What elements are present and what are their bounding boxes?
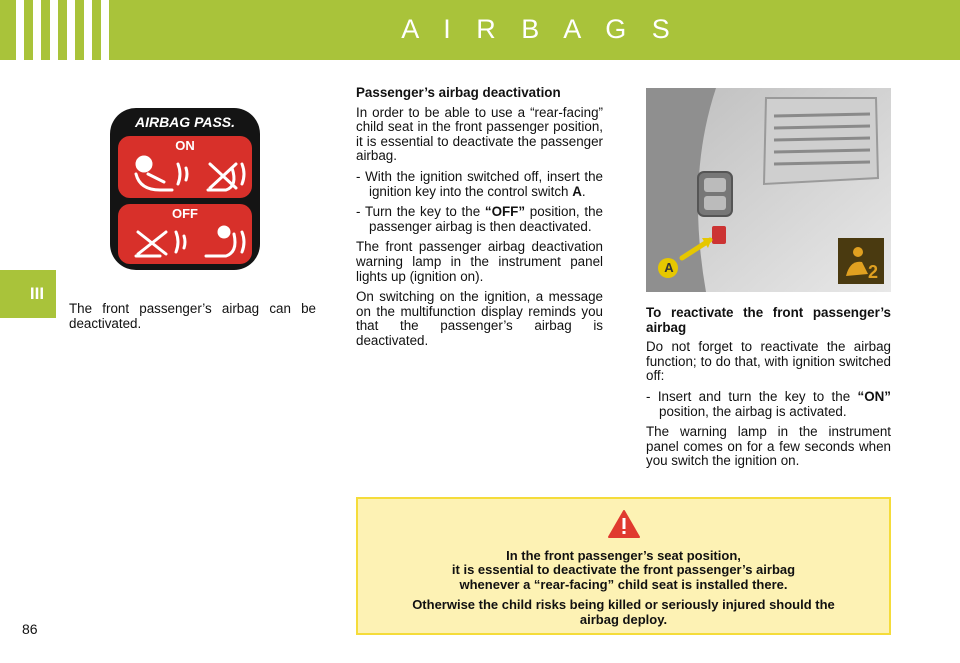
panel-label: AIRBAG PASS. bbox=[134, 114, 236, 130]
reactivation-section bbox=[646, 306, 891, 475]
step-2-pre: - Turn the key to the bbox=[356, 204, 485, 220]
warning-box bbox=[356, 497, 891, 635]
header-stripe bbox=[67, 0, 75, 60]
chapter-tab: III bbox=[0, 270, 56, 318]
on-position-ref: “ON” bbox=[857, 388, 891, 404]
warning-block-1 bbox=[398, 549, 849, 593]
header-stripe bbox=[50, 0, 58, 60]
warning-line-4: Otherwise the child risks being killed or seriously injured should the airbag deploy. bbox=[412, 597, 835, 627]
header-stripe bbox=[84, 0, 92, 60]
header-stripe bbox=[33, 0, 41, 60]
off-position-ref: “OFF” bbox=[484, 204, 526, 220]
deactivation-heading: Passenger’s airbag deactivation bbox=[356, 85, 561, 100]
header-stripe bbox=[16, 0, 24, 60]
reactivation-step-text bbox=[646, 390, 891, 419]
reactivation-para-2: The warning lamp in the instrument panel comes on for a few seconds when you switch the ignition on. bbox=[646, 424, 891, 469]
deactivation-section bbox=[356, 86, 603, 355]
reactivation-step bbox=[646, 390, 891, 419]
child-seat-icon bbox=[126, 218, 252, 262]
deactivation-intro: In order to be able to use a “rear-facing” child seat in the front passenger position, it is essential to deactivate the passenger airbag. bbox=[356, 104, 603, 164]
caption-text: The front passenger’s airbag can be deactivated. bbox=[69, 301, 316, 331]
step-2-post: position, the passenger airbag is then deactivated. bbox=[369, 204, 603, 234]
reactivation-step-pre: - Insert and turn the key to the bbox=[646, 388, 858, 404]
page-number: 86 bbox=[22, 621, 38, 637]
panel-off-section bbox=[118, 204, 252, 264]
warning-triangle-icon bbox=[607, 509, 641, 539]
panel-on-section bbox=[118, 136, 252, 198]
page-title: A I R B A G S bbox=[401, 14, 679, 44]
deactivation-step-2 bbox=[356, 205, 603, 234]
reactivation-intro: Do not forget to reactivate the airbag function; to do that, with ignition switched off: bbox=[646, 339, 891, 384]
step-1-body: - With the ignition switched off, insert the ignition key into the control switch bbox=[356, 168, 603, 199]
step-1-text bbox=[356, 170, 603, 199]
warning-line-2: it is essential to deactivate the front passenger’s airbag bbox=[451, 562, 796, 577]
child-seat-icon bbox=[126, 150, 252, 196]
step-2-text bbox=[356, 205, 603, 234]
header-bar bbox=[0, 0, 960, 60]
airbag-switch-panel bbox=[110, 108, 260, 270]
warning-line-3: whenever a “rear-facing” child seat is installed there. bbox=[459, 576, 788, 592]
svg-text:2: 2 bbox=[868, 262, 879, 282]
deactivation-para-2: The front passenger airbag deactivation warning lamp in the instrument panel lights up (ignition on). bbox=[356, 239, 603, 284]
control-switch-ref: A bbox=[572, 183, 582, 199]
reactivation-heading: To reactivate the front passenger’s airbag bbox=[646, 305, 891, 335]
warning-line-1: In the front passenger’s seat position, bbox=[506, 547, 741, 563]
reactivation-step-post: position, the airbag is activated. bbox=[659, 403, 847, 419]
off-label: OFF bbox=[172, 206, 198, 221]
step-1-end: . bbox=[581, 183, 586, 199]
deactivation-para-3: On switching on the ignition, a message on the multifunction display reminds you that the passenger’s airbag is deactivated. bbox=[356, 289, 603, 348]
dashboard-illustration bbox=[646, 88, 891, 292]
header-stripe bbox=[101, 0, 109, 60]
switch-a-marker: A bbox=[664, 260, 674, 275]
deactivation-step-1 bbox=[356, 170, 603, 199]
on-label: ON bbox=[175, 138, 195, 153]
left-caption bbox=[69, 302, 316, 337]
dashboard-photo bbox=[646, 88, 891, 292]
